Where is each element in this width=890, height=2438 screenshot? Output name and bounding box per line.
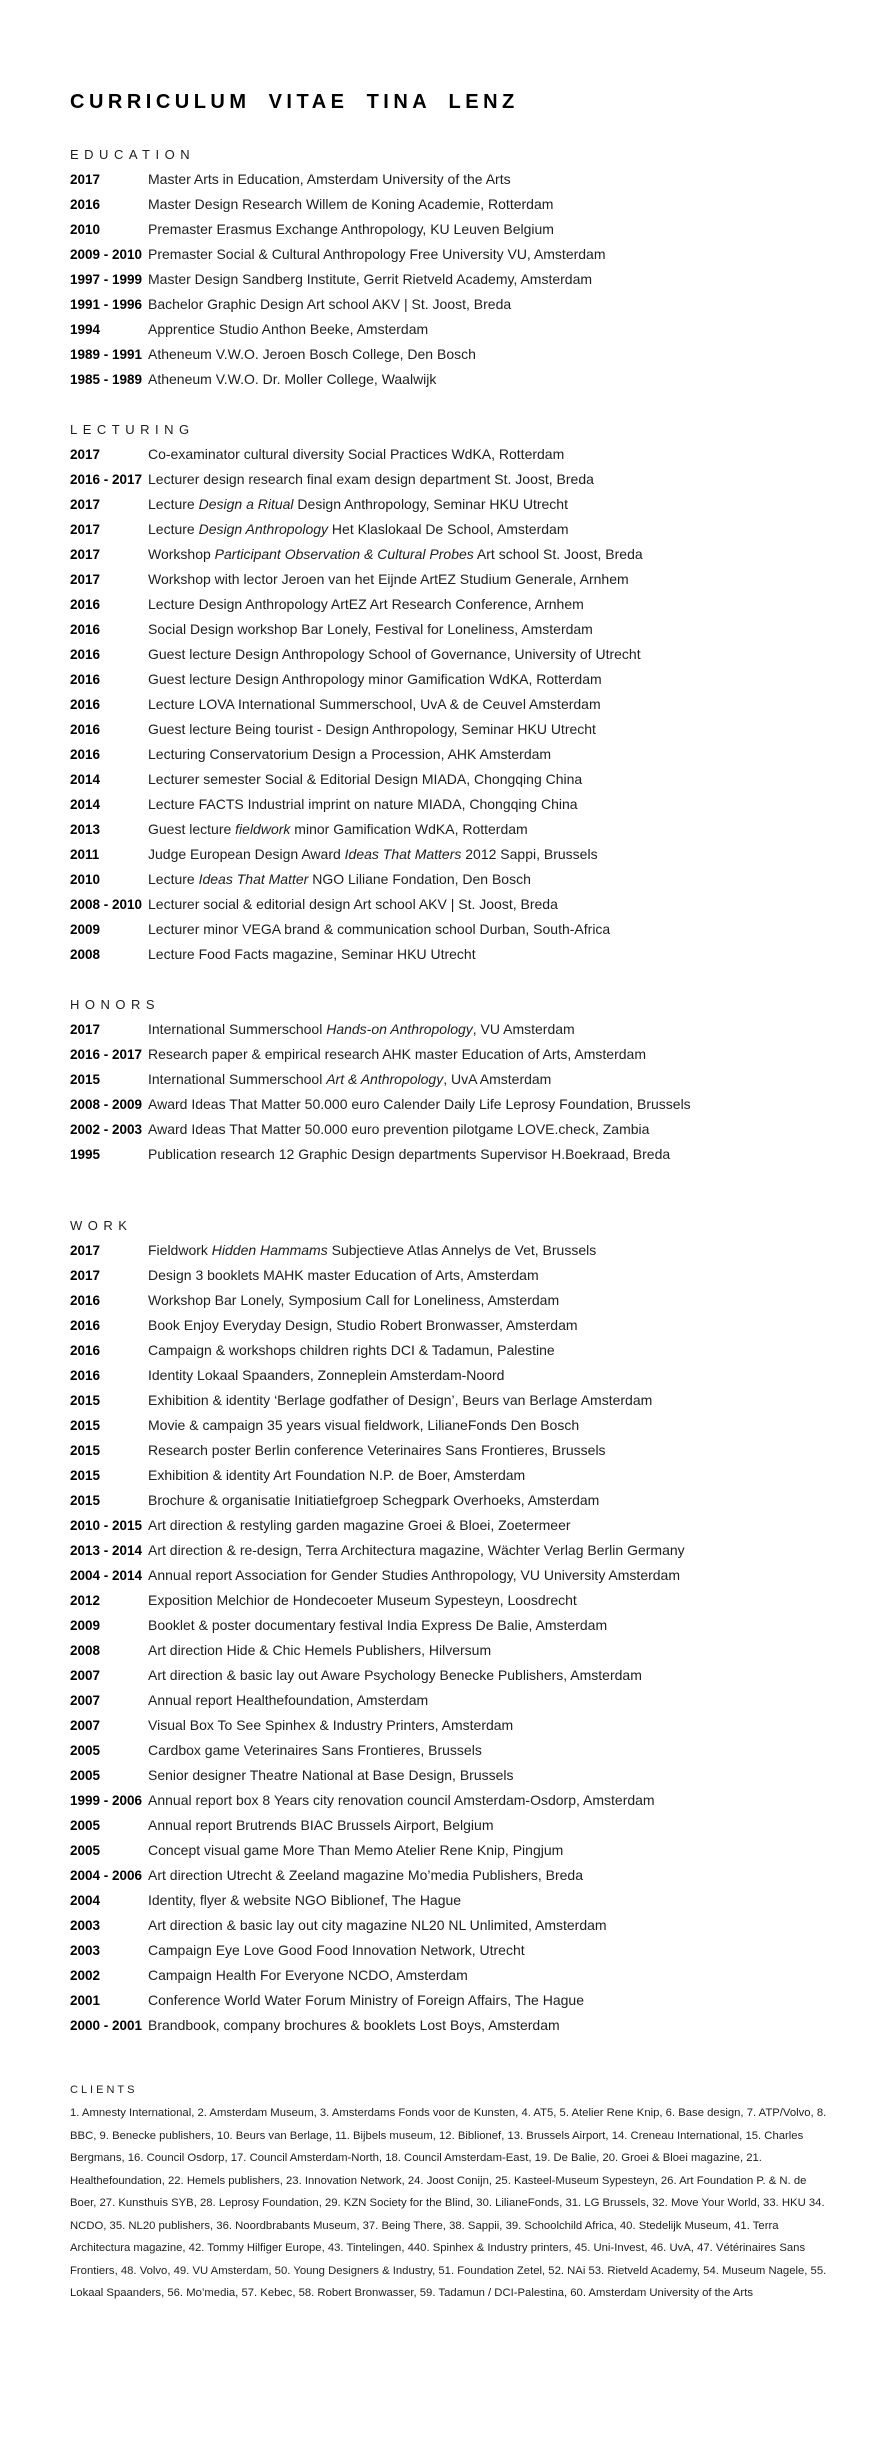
entry-year: 2015	[70, 1418, 101, 1433]
entry-description: Premaster Social & Cultural Anthropology Free University VU, Amsterdam	[148, 246, 606, 262]
cv-entry-row	[70, 667, 832, 692]
entry-description: Workshop with lector Jeroen van het Eijnde ArtEZ Studium Generale, Arnhem	[148, 571, 629, 587]
entry-year: 2005	[70, 1818, 101, 1833]
entry-year: 2016 - 2017	[70, 472, 143, 487]
entry-description: Lecturing Conservatorium Design a Procession, AHK Amsterdam	[148, 746, 552, 762]
entry-description: Research poster Berlin conference Veterinaires Sans Frontieres, Brussels	[148, 1442, 606, 1458]
entry-description: Art direction & basic lay out city magazine NL20 NL Unlimited, Amsterdam	[148, 1917, 607, 1933]
cv-entry-row	[70, 1463, 832, 1488]
cv-entry-row	[70, 1913, 832, 1938]
entry-description: Master Arts in Education, Amsterdam University of the Arts	[148, 171, 511, 187]
entry-year: 2017	[70, 497, 101, 512]
entry-year: 2002	[70, 1968, 101, 1983]
cv-entry-row	[70, 1042, 832, 1067]
entry-year: 2009 - 2010	[70, 247, 143, 262]
cv-entry-row	[70, 1017, 832, 1042]
cv-entry-row	[70, 317, 832, 342]
cv-entry-row	[70, 342, 832, 367]
entry-description: Lecture Design a Ritual Design Anthropology, Seminar HKU Utrecht	[148, 496, 568, 512]
cv-entry-row	[70, 167, 832, 192]
entry-year: 1995	[70, 1147, 101, 1162]
cv-entry-row	[70, 1613, 832, 1638]
entry-description: Annual report Brutrends BIAC Brussels Airport, Belgium	[148, 1817, 494, 1833]
entry-description: Art direction Utrecht & Zeeland magazine Mo’media Publishers, Breda	[148, 1867, 583, 1883]
entry-description: Design 3 booklets MAHK master Education of Arts, Amsterdam	[148, 1267, 539, 1283]
cv-entry-row	[70, 242, 832, 267]
entry-year: 2012	[70, 1593, 101, 1608]
entry-year: 2015	[70, 1443, 101, 1458]
entry-description: Art direction & restyling garden magazine Groei & Bloei, Zoetermeer	[148, 1517, 571, 1533]
cv-entry-row	[70, 1363, 832, 1388]
cv-entry-row	[70, 1338, 832, 1363]
cv-entry-row	[70, 292, 832, 317]
entry-year: 2003	[70, 1943, 101, 1958]
entry-year: 2005	[70, 1843, 101, 1858]
entry-description: Annual report box 8 Years city renovation council Amsterdam-Osdorp, Amsterdam	[148, 1792, 655, 1808]
entry-description: Annual report Association for Gender Studies Anthropology, VU University Amsterdam	[148, 1567, 681, 1583]
cv-entry-row	[70, 767, 832, 792]
entry-description: Conference World Water Forum Ministry of Foreign Affairs, The Hague	[148, 1992, 584, 2008]
cv-entry-row	[70, 892, 832, 917]
cv-entry-row	[70, 642, 832, 667]
entry-description: Apprentice Studio Anthon Beeke, Amsterdam	[148, 321, 429, 337]
entry-year: 2015	[70, 1493, 101, 1508]
cv-entry-row	[70, 1863, 832, 1888]
entry-year: 2016	[70, 1318, 101, 1333]
entry-year: 2008 - 2010	[70, 897, 143, 912]
entry-description: Campaign & workshops children rights DCI & Tadamun, Palestine	[148, 1342, 555, 1358]
entry-description: Award Ideas That Matter 50.000 euro prevention pilotgame LOVE.check, Zambia	[148, 1121, 650, 1137]
cv-entry-row	[70, 367, 832, 392]
entry-description: Identity Lokaal Spaanders, Zonneplein Amsterdam-Noord	[148, 1367, 505, 1383]
entry-description: Social Design workshop Bar Lonely, Festival for Loneliness, Amsterdam	[148, 621, 593, 637]
entry-description: Movie & campaign 35 years visual fieldwork, LilianeFonds Den Bosch	[148, 1417, 580, 1433]
entry-description: Art direction Hide & Chic Hemels Publishers, Hilversum	[148, 1642, 492, 1658]
cv-entry-row	[70, 2013, 832, 2038]
entry-description: Concept visual game More Than Memo Atelier Rene Knip, Pingjum	[148, 1842, 564, 1858]
entry-description: Art direction & basic lay out Aware Psychology Benecke Publishers, Amsterdam	[148, 1667, 642, 1683]
entry-description: Master Design Research Willem de Koning Academie, Rotterdam	[148, 196, 554, 212]
cv-entry-row	[70, 1713, 832, 1738]
entry-year: 2008	[70, 1643, 101, 1658]
entry-description: Workshop Bar Lonely, Symposium Call for Loneliness, Amsterdam	[148, 1292, 560, 1308]
entry-description: Lecturer design research final exam design department St. Joost, Breda	[148, 471, 594, 487]
cv-entry-row	[70, 1563, 832, 1588]
entry-year: 2010	[70, 222, 101, 237]
entry-year: 2015	[70, 1468, 101, 1483]
cv-entry-row	[70, 1488, 832, 1513]
cv-entry-row	[70, 217, 832, 242]
entry-description: Premaster Erasmus Exchange Anthropology, KU Leuven Belgium	[148, 221, 554, 237]
cv-entry-row	[70, 867, 832, 892]
cv-entry-row	[70, 542, 832, 567]
entry-description: Lecture Food Facts magazine, Seminar HKU Utrecht	[148, 946, 476, 962]
entry-year: 2016	[70, 672, 101, 687]
entry-year: 2004	[70, 1893, 101, 1908]
cv-entry-row	[70, 942, 832, 967]
cv-entry-row	[70, 1888, 832, 1913]
entry-description: Research paper & empirical research AHK master Education of Arts, Amsterdam	[148, 1046, 646, 1062]
cv-entry-row	[70, 1513, 832, 1538]
entry-description: Exhibition & identity Art Foundation N.P. de Boer, Amsterdam	[148, 1467, 526, 1483]
cv-entry-row	[70, 267, 832, 292]
entry-description: International Summerschool Hands-on Anthropology, VU Amsterdam	[148, 1021, 575, 1037]
entry-description: Atheneum V.W.O. Jeroen Bosch College, Den Bosch	[148, 346, 476, 362]
entry-year: 2015	[70, 1072, 101, 1087]
cv-entry-row	[70, 917, 832, 942]
entry-year: 1997 - 1999	[70, 272, 143, 287]
cv-entry-row	[70, 1988, 832, 2013]
entry-description: Lecturer semester Social & Editorial Design MIADA, Chongqing China	[148, 771, 583, 787]
entry-description: Lecture LOVA International Summerschool, UvA & de Ceuvel Amsterdam	[148, 696, 601, 712]
entry-description: Senior designer Theatre National at Base Design, Brussels	[148, 1767, 514, 1783]
entry-year: 2002 - 2003	[70, 1122, 143, 1137]
entry-description: Lecture Design Anthropology Het Klaslokaal De School, Amsterdam	[148, 521, 569, 537]
entry-year: 2013	[70, 822, 101, 837]
entry-description: Award Ideas That Matter 50.000 euro Calender Daily Life Leprosy Foundation, Brussels	[148, 1096, 691, 1112]
section-lecturing	[70, 417, 832, 967]
entry-description: Art direction & re-design, Terra Architectura magazine, Wächter Verlag Berlin Germany	[148, 1542, 685, 1558]
entry-year: 2017	[70, 1022, 101, 1037]
section-education	[70, 142, 832, 392]
section-title-honors: HONORS	[70, 997, 161, 1012]
cv-entry-row	[70, 1313, 832, 1338]
cv-entry-row	[70, 192, 832, 217]
entry-year: 2017	[70, 547, 101, 562]
entry-description: Campaign Health For Everyone NCDO, Amsterdam	[148, 1967, 468, 1983]
honors-entries	[70, 1017, 832, 1167]
cv-entry-row	[70, 1938, 832, 1963]
entry-description: Judge European Design Award Ideas That Matters 2012 Sappi, Brussels	[148, 846, 598, 862]
entry-year: 2000 - 2001	[70, 2018, 143, 2033]
lecturing-entries	[70, 442, 832, 967]
entry-year: 2014	[70, 772, 101, 787]
cv-entry-row	[70, 592, 832, 617]
entry-description: Exhibition & identity ‘Berlage godfather of Design’, Beurs van Berlage Amsterdam	[148, 1392, 653, 1408]
education-entries	[70, 167, 832, 392]
entry-description: Master Design Sandberg Institute, Gerrit Rietveld Academy, Amsterdam	[148, 271, 593, 287]
entry-description: Atheneum V.W.O. Dr. Moller College, Waalwijk	[148, 371, 437, 387]
entry-year: 2004 - 2014	[70, 1568, 143, 1583]
entry-year: 2010	[70, 872, 101, 887]
entry-year: 2009	[70, 922, 101, 937]
section-clients	[70, 2080, 832, 2305]
cv-entry-row	[70, 1813, 832, 1838]
entry-year: 2017	[70, 572, 101, 587]
entry-description: Campaign Eye Love Good Food Innovation Network, Utrecht	[148, 1942, 525, 1958]
section-title-lecturing: LECTURING	[70, 422, 195, 437]
cv-entry-row	[70, 1238, 832, 1263]
entry-year: 2007	[70, 1668, 101, 1683]
entry-year: 2016	[70, 647, 101, 662]
entry-description: Brochure & organisatie Initiatiefgroep Schegpark Overhoeks, Amsterdam	[148, 1492, 600, 1508]
entry-year: 2016	[70, 1368, 101, 1383]
cv-entry-row	[70, 842, 832, 867]
cv-entry-row	[70, 1738, 832, 1763]
entry-year: 2016	[70, 697, 101, 712]
entry-description: Guest lecture Being tourist - Design Anthropology, Seminar HKU Utrecht	[148, 721, 596, 737]
entry-description: Exposition Melchior de Hondecoeter Museum Sypesteyn, Loosdrecht	[148, 1592, 577, 1608]
entry-year: 2016	[70, 722, 101, 737]
entry-description: Annual report Healthefoundation, Amsterdam	[148, 1692, 429, 1708]
entry-description: Bachelor Graphic Design Art school AKV | St. Joost, Breda	[148, 296, 512, 312]
cv-entry-row	[70, 742, 832, 767]
entry-year: 2003	[70, 1918, 101, 1933]
cv-entry-row	[70, 1763, 832, 1788]
entry-description: Lecture Ideas That Matter NGO Liliane Fondation, Den Bosch	[148, 871, 531, 887]
entry-description: Publication research 12 Graphic Design departments Supervisor H.Boekraad, Breda	[148, 1146, 671, 1162]
entry-year: 2016	[70, 747, 101, 762]
cv-entry-row	[70, 1288, 832, 1313]
cv-entry-row	[70, 1838, 832, 1863]
cv-entry-row	[70, 792, 832, 817]
entry-year: 1989 - 1991	[70, 347, 143, 362]
cv-entry-row	[70, 1638, 832, 1663]
cv-entry-row	[70, 1588, 832, 1613]
entry-year: 2011	[70, 847, 100, 862]
entry-year: 2014	[70, 797, 101, 812]
section-title-work: WORK	[70, 1218, 133, 1233]
entry-year: 1985 - 1989	[70, 372, 143, 387]
entry-description: Workshop Participant Observation & Cultural Probes Art school St. Joost, Breda	[148, 546, 643, 562]
entry-year: 2007	[70, 1693, 101, 1708]
cv-entry-row	[70, 1538, 832, 1563]
entry-description: Identity, flyer & website NGO Biblionef, The Hague	[148, 1892, 462, 1908]
entry-year: 2016	[70, 197, 101, 212]
entry-description: Guest lecture fieldwork minor Gamification WdKA, Rotterdam	[148, 821, 528, 837]
entry-year: 2016 - 2017	[70, 1047, 143, 1062]
entry-description: Fieldwork Hidden Hammams Subjectieve Atlas Annelys de Vet, Brussels	[148, 1242, 597, 1258]
page-title: CURRICULUM VITAE TINA LENZ	[70, 91, 519, 113]
cv-entry-row	[70, 817, 832, 842]
section-title-education: EDUCATION	[70, 147, 196, 162]
cv-entry-row	[70, 1067, 832, 1092]
cv-entry-row	[70, 467, 832, 492]
entry-description: Lecturer social & editorial design Art school AKV | St. Joost, Breda	[148, 896, 558, 912]
entry-description: Co-examinator cultural diversity Social Practices WdKA, Rotterdam	[148, 446, 565, 462]
entry-year: 2016	[70, 1293, 101, 1308]
entry-description: International Summerschool Art & Anthropology, UvA Amsterdam	[148, 1071, 552, 1087]
entry-description: Guest lecture Design Anthropology School of Governance, University of Utrecht	[148, 646, 641, 662]
entry-year: 2005	[70, 1743, 101, 1758]
entry-description: Lecture FACTS Industrial imprint on nature MIADA, Chongqing China	[148, 796, 578, 812]
entry-description: Cardbox game Veterinaires Sans Frontieres, Brussels	[148, 1742, 482, 1758]
cv-entry-row	[70, 492, 832, 517]
cv-entry-row	[70, 717, 832, 742]
cv-entry-row	[70, 1117, 832, 1142]
entry-year: 1994	[70, 322, 101, 337]
work-entries	[70, 1238, 832, 2038]
entry-description: Book Enjoy Everyday Design, Studio Robert Bronwasser, Amsterdam	[148, 1317, 578, 1333]
entry-year: 2008 - 2009	[70, 1097, 143, 1112]
entry-year: 2017	[70, 1243, 101, 1258]
entry-year: 2013 - 2014	[70, 1543, 143, 1558]
section-work	[70, 1213, 832, 2038]
entry-year: 2016	[70, 1343, 101, 1358]
entry-year: 2016	[70, 597, 101, 612]
entry-year: 2004 - 2006	[70, 1868, 143, 1883]
entry-year: 2017	[70, 447, 101, 462]
entry-description: Brandbook, company brochures & booklets Lost Boys, Amsterdam	[148, 2017, 560, 2033]
cv-entry-row	[70, 1142, 832, 1167]
entry-description: Visual Box To See Spinhex & Industry Printers, Amsterdam	[148, 1717, 514, 1733]
entry-year: 2009	[70, 1618, 101, 1633]
entry-year: 2017	[70, 522, 101, 537]
cv-entry-row	[70, 1388, 832, 1413]
clients-list: 1. Amnesty International, 2. Amsterdam Museum, 3. Amsterdams Fonds voor de Kunsten, 4. AT5, 5. Atelier Rene Knip, 6. Base design, 7. ATP/Volvo, 8. BBC, 9. Benecke publishers, 10. Beurs van Berlage, 11. Bijbels museum, 12. Biblionef, 13. Brussels Airport, 14. Creneau International, 15. Charles Bergmans, 16. Council Osdorp, 17. Council Amsterdam-North, 18. Council Amsterdam-East, 19. De Balie, 20. Groei & Bloei magazine, 21. Healthefoundation, 22. Hemels publishers, 23. Innovation Network, 24. Joost Conijn, 25. Kasteel-Museum Sypesteyn, 26. Art Foundation P. & N. de Boer, 27. Kunsthuis SYB, 28. Leprosy Foundation, 29. KZN Society for the Blind, 30. LilianeFonds, 31. LG Brussels, 32. Move Your World, 33. HKU 34. NCDO, 35. NL20 publishers, 36. Noordbrabants Museum, 37. Being There, 38. Sappii, 39. Schoolchild Africa, 40. Stedelijk Museum, 41. Terra Architectura magazine, 42. Tommy Hilfiger Europe, 43. Tintelingen, 440. Spinhex & Industry printers, 45. Uni-Invest, 46. UvA, 47. Vétérinaires Sans Frontiers, 48. Volvo, 49. VU Amsterdam, 50. Young Designers & Industry, 51. Foundation Zetel, 52. NAi 53. Rietveld Academy, 54. Museum Nagele, 55. Lokaal Spaanders, 56. Mo’media, 57. Kebec, 58. Robert Bronwasser, 59. Tadamun / DCI-Palestina, 60. Amsterdam University of the Arts	[70, 2107, 827, 2299]
entry-year: 2017	[70, 172, 101, 187]
section-title-clients: CLIENTS	[70, 2084, 138, 2096]
entry-year: 2010 - 2015	[70, 1518, 143, 1533]
entry-description: Lecturer minor VEGA brand & communication school Durban, South-Africa	[148, 921, 611, 937]
cv-entry-row	[70, 692, 832, 717]
cv-entry-row	[70, 1263, 832, 1288]
entry-year: 2001	[70, 1993, 101, 2008]
entry-year: 2005	[70, 1768, 101, 1783]
entry-year: 2008	[70, 947, 101, 962]
cv-entry-row	[70, 1413, 832, 1438]
cv-entry-row	[70, 567, 832, 592]
entry-description: Guest lecture Design Anthropology minor Gamification WdKA, Rotterdam	[148, 671, 602, 687]
entry-year: 2016	[70, 622, 101, 637]
cv-entry-row	[70, 1438, 832, 1463]
entry-description: Lecture Design Anthropology ArtEZ Art Research Conference, Arnhem	[148, 596, 584, 612]
entry-year: 1991 - 1996	[70, 297, 143, 312]
cv-entry-row	[70, 442, 832, 467]
cv-entry-row	[70, 1688, 832, 1713]
entry-year: 1999 - 2006	[70, 1793, 143, 1808]
cv-entry-row	[70, 617, 832, 642]
entry-year: 2017	[70, 1268, 101, 1283]
cv-entry-row	[70, 1963, 832, 1988]
cv-entry-row	[70, 1788, 832, 1813]
cv-entry-row	[70, 1663, 832, 1688]
cv-entry-row	[70, 517, 832, 542]
cv-entry-row	[70, 1092, 832, 1117]
entry-year: 2007	[70, 1718, 101, 1733]
entry-description: Booklet & poster documentary festival India Express De Balie, Amsterdam	[148, 1617, 608, 1633]
section-honors	[70, 992, 832, 1167]
entry-year: 2015	[70, 1393, 101, 1408]
